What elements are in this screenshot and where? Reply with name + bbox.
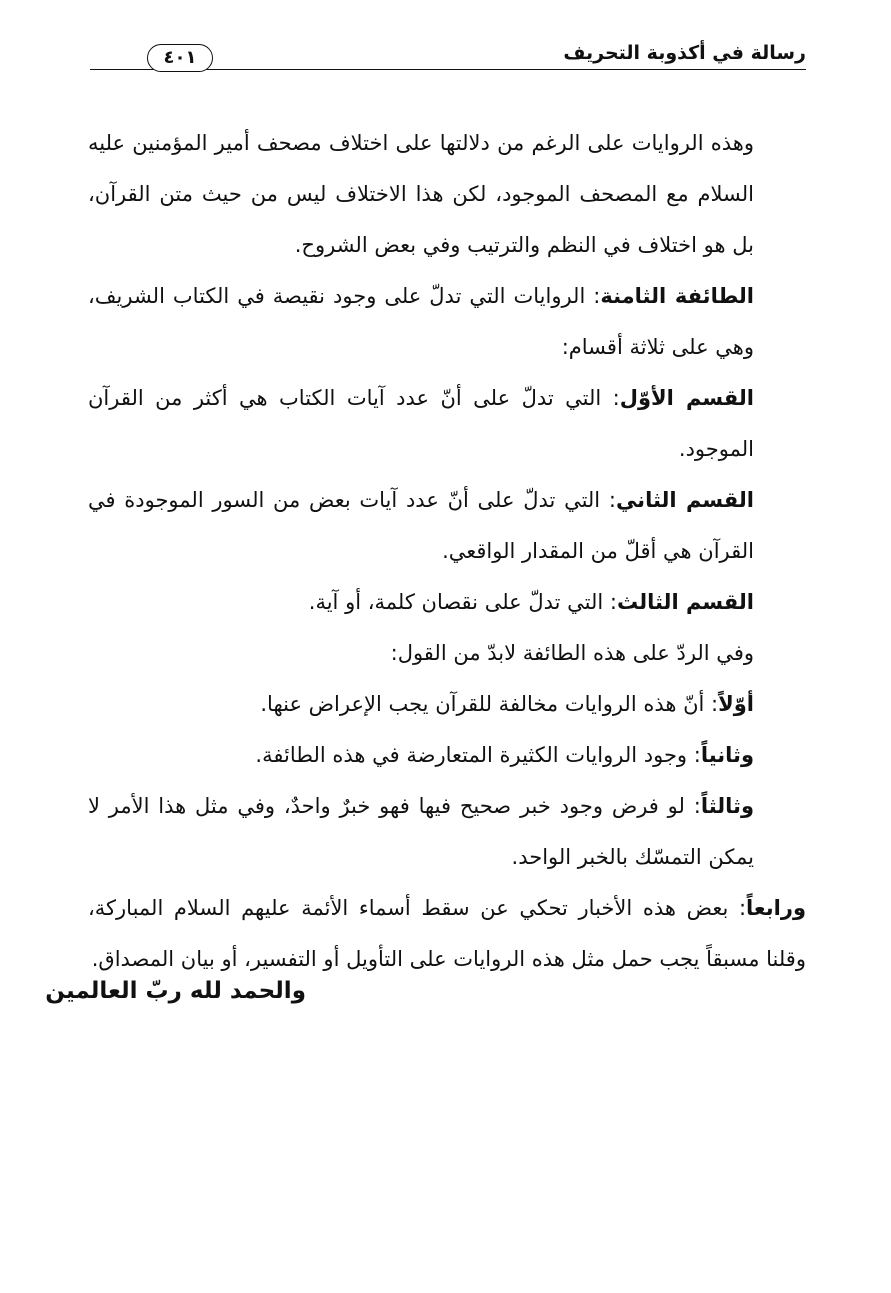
paragraph-7-text: : أنّ هذه الروايات مخالفة للقرآن يجب الإعراض عنها. (260, 692, 719, 716)
paragraph-8-text: : وجود الروايات الكثيرة المتعارضة في هذه الطائفة. (255, 743, 701, 767)
page-header (90, 40, 806, 74)
section-label-part-one: القسم الأوّل (619, 386, 754, 410)
paragraph-9-text: : لو فرض وجود خبر صحيح فيها فهو خبرٌ واحدٌ، وفي مثل هذا الأمر لا يمكن التمسّك بالخبر الواحد. (88, 794, 754, 869)
paragraph-2-text: : الروايات التي تدلّ على وجود نقيصة في الكتاب الشريف، وهي على ثلاثة أقسام: (88, 284, 754, 359)
paragraph-9 (88, 781, 806, 883)
paragraph-4 (88, 475, 806, 577)
paragraph-3-text: : التي تدلّ على أنّ عدد آيات الكتاب هي أكثر من القرآن الموجود. (88, 386, 754, 461)
section-label-eighth-group: الطائفة الثامنة (600, 284, 754, 308)
paragraph-5-text: : التي تدلّ على نقصان كلمة، أو آية. (308, 590, 617, 614)
paragraph-7 (88, 679, 806, 730)
section-label-second: وثانياً (700, 743, 754, 767)
section-label-fourth: ورابعاً (746, 896, 806, 920)
running-title: رسالة في أكذوبة التحريف (563, 42, 806, 64)
paragraph-6 (88, 628, 806, 679)
section-label-third: وثالثاً (700, 794, 754, 818)
paragraph-1 (88, 118, 806, 271)
paragraph-1-text: وهذه الروايات على الرغم من دلالتها على اختلاف مصحف أمير المؤمنين عليه السلام مع المصحف الموجود، لكن هذا الاختلاف ليس من حيث متن القرآن، بل هو اختلاف في النظم والترتيب وفي بعض الشروح. (88, 131, 754, 257)
body-text (88, 118, 806, 985)
section-label-part-two: القسم الثاني (615, 488, 754, 512)
paragraph-5 (88, 577, 806, 628)
section-label-first: أوّلاً (718, 692, 754, 716)
section-label-part-three: القسم الثالث (616, 590, 754, 614)
page-number: ٤٠١ (147, 44, 213, 72)
closing-line: والحمد لله ربّ العالمين (45, 978, 306, 1004)
paragraph-2 (88, 271, 806, 373)
paragraph-6-text: وفي الردّ على هذه الطائفة لابدّ من القول: (390, 641, 754, 665)
paragraph-10-text: : بعض هذه الأخبار تحكي عن سقط أسماء الأئمة عليهم السلام المباركة، وقلنا مسبقاً يجب حمل مثل هذه الروايات على التأويل أو التفسير، أو بيان المصداق. (88, 896, 806, 971)
paragraph-10 (88, 883, 806, 985)
paragraph-8 (88, 730, 806, 781)
paragraph-4-text: : التي تدلّ على أنّ عدد آيات بعض من السور الموجودة في القرآن هي أقلّ من المقدار الواقعي. (88, 488, 754, 563)
paragraph-3 (88, 373, 806, 475)
